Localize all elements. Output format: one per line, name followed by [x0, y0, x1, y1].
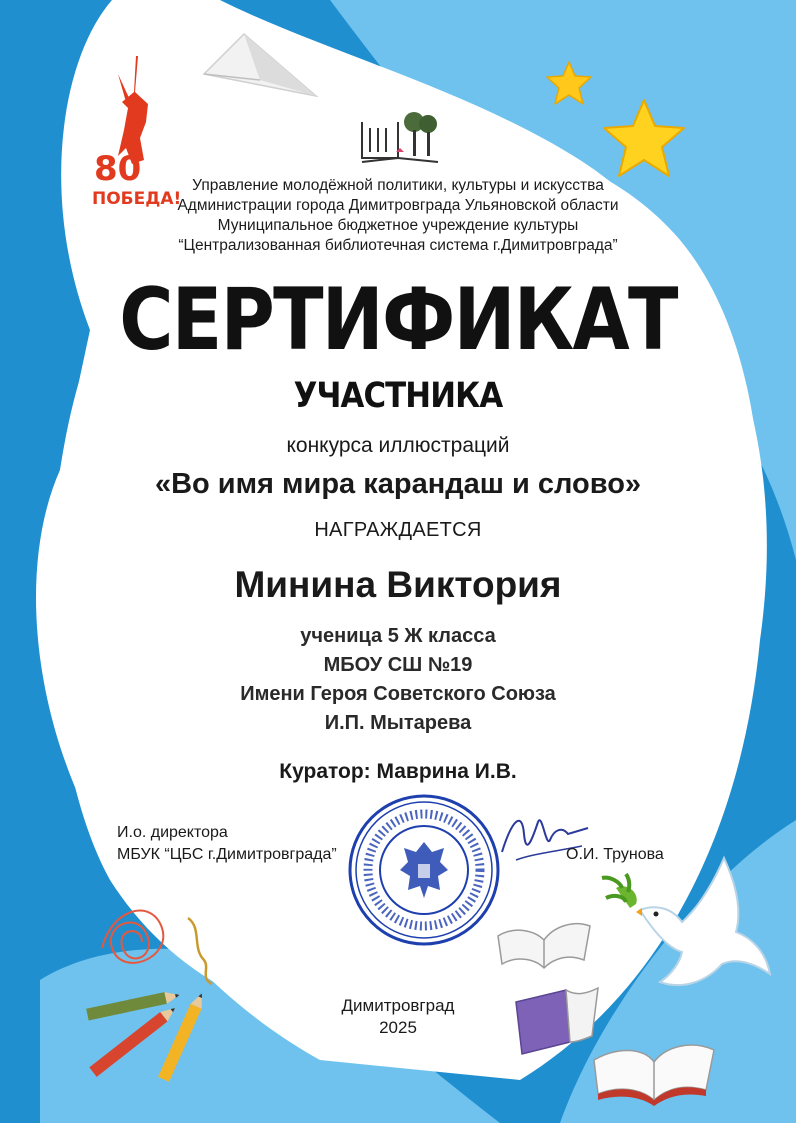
details-line: МБОУ СШ №19: [323, 654, 473, 676]
book-icon: [494, 906, 594, 976]
contest-type: конкурса иллюстраций: [286, 434, 510, 457]
details-line: ученица 5 Ж класса: [300, 625, 496, 647]
footer-location: [0, 995, 796, 1039]
official-stamp-icon: [344, 790, 504, 950]
curator: Куратор: Маврина И.В.: [279, 760, 517, 783]
star-icon: [600, 96, 688, 180]
signature-position: [117, 822, 337, 866]
organization-line: Муниципальное бюджетное учреждение культуры: [217, 217, 579, 234]
footer-year: 2025: [379, 1018, 417, 1037]
certificate-subtitle: УЧАСТНИКА: [293, 376, 503, 416]
organization-line: Администрации города Димитровграда Ульяновской области: [177, 197, 619, 214]
details-line: И.П. Мытарева: [324, 712, 472, 734]
recipient-name: Минина Виктория: [234, 564, 562, 605]
recipient-details: [0, 622, 796, 738]
contest-name: «Во имя мира карандаш и слово»: [154, 468, 642, 500]
badge-number: 80: [94, 149, 142, 189]
badge-text: ПОБЕДА!: [92, 189, 182, 209]
paper-plane-icon: [200, 30, 320, 100]
position-line: И.о. директора: [117, 824, 228, 841]
organization-line: “Централизованная библиотечная система г.Димитровграда”: [178, 237, 618, 254]
footer-city: Димитровград: [341, 996, 455, 1015]
signer-name: О.И. Трунова: [566, 846, 664, 863]
dove-icon: [596, 848, 776, 1008]
star-icon: [545, 60, 593, 106]
library-logo-icon: [358, 108, 442, 170]
certificate-title: СЕРТИФИКАТ: [119, 270, 677, 370]
details-line: Имени Героя Советского Союза: [240, 683, 556, 705]
organization-header: [0, 176, 796, 256]
organization-line: Управление молодёжной политики, культуры и искусства: [192, 177, 604, 194]
position-line: МБУК “ЦБС г.Димитровграда”: [117, 846, 337, 863]
awarded-label: НАГРАЖДАЕТСЯ: [314, 519, 482, 541]
